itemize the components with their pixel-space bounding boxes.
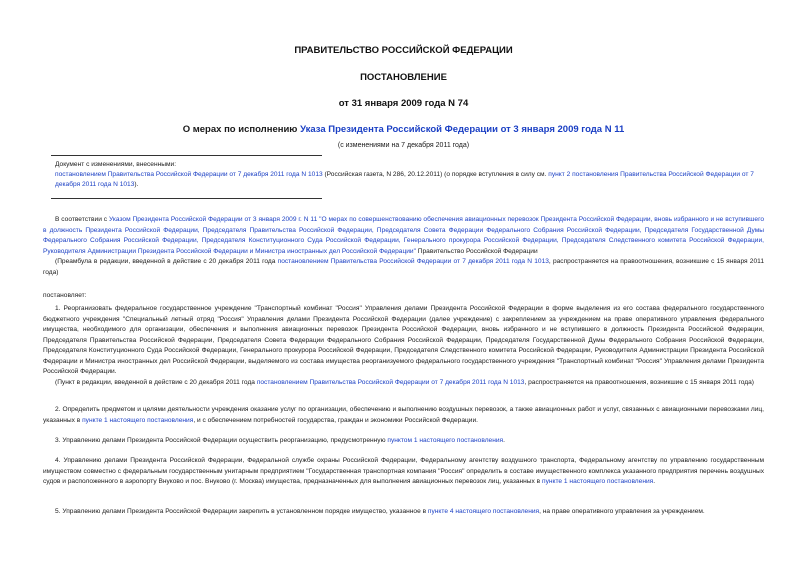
preamble-text — [43, 215, 764, 257]
edits-link-clause[interactable]: пункт 2 постановления Правительства Российской Федерации от 7 декабря 2011 года N 1013 — [55, 171, 754, 188]
preamble-t1: В соответствии с — [55, 216, 109, 223]
edits-intro: Документ с изменениями, внесенными: — [55, 161, 177, 168]
preamble-note-t2: , распространяется на правоотношения, возникшие с 15 января 2011 года) — [43, 258, 764, 276]
clause-5-link[interactable]: пункте 4 настоящего постановления — [427, 508, 540, 515]
clause-3-link[interactable]: пунктом 1 настоящего постановления — [387, 437, 504, 444]
title-prefix: О мерах по исполнению — [182, 124, 301, 135]
edits-entry — [51, 170, 763, 190]
clause-3-t2: . — [503, 437, 505, 444]
clause-1-note — [43, 378, 764, 389]
edits-end: ). — [134, 181, 139, 188]
clause-1-note-t1: (Пункт в редакции, введенной в действие с 20 декабря 2011 года — [55, 378, 257, 386]
doc-date-number: от 31 января 2009 года N 74 — [338, 98, 469, 109]
doc-type: ПОСТАНОВЛЕНИЕ — [360, 72, 447, 83]
preamble-note — [43, 257, 764, 278]
clause-3 — [43, 436, 764, 447]
clause-2-t2: , и с обеспечением потребностей государства, граждан и экономики Российской Федерации. — [193, 416, 478, 424]
clause-4-link[interactable]: пункте 1 настоящего постановления — [542, 478, 654, 485]
clause-5-t2: , на праве оперативного управления за учреждением. — [539, 508, 705, 515]
clause-4-t2: . — [653, 478, 656, 485]
clause-1-note-t2: , распространяется на правоотношения, возникшие с 15 января 2011 года) — [524, 378, 754, 386]
edits-bottom-divider — [51, 198, 322, 199]
clause-1-note-link[interactable]: постановлением Правительства Российской Федерации от 7 декабря 2011 года N 1013 — [256, 378, 525, 386]
edits-source: (Российская газета, N 286, 20.12.2011) (о порядке вступления в силу см. — [322, 171, 549, 178]
page-title — [0, 124, 807, 135]
government-name: ПРАВИТЕЛЬСТВО РОССИЙСКОЙ ФЕДЕРАЦИИ — [294, 45, 513, 56]
preamble — [43, 215, 764, 278]
clause-2 — [43, 405, 764, 426]
preamble-note-t1: (Преамбула в редакции, введенной в действие с 20 декабря 2011 года — [55, 258, 278, 265]
clause-2-t1: 2. Определить предметом и целями деятельности учреждения оказание услуг по организации, обеспечению и выполнению воздушных перевозок, а также авиационных работ и услуг, связанных с авиационными перевозками лиц, указанных в — [43, 406, 764, 424]
preamble-t2: Правительство Российской Федерации — [415, 247, 538, 255]
edits-block — [51, 160, 763, 190]
clause-1-text: 1. Реорганизовать федеральное государственное учреждение "Транспортный комбинат "Россия" Управления делами Президента Российской Федерации в форме выделения из его состава федерального государственного бюджетного учреждения "Специальный летный отряд "Россия" Управления делами Президента Российской Федерации (далее учреждение) с закреплением за учреждением на праве оперативного управления федерального имущества, необходимого для организации, обеспечения и выполнения авиационных перевозок Президента Российской Федерации, вновь избранного и не вступившего в должность Президента Российской Федерации, Председателя Правительства Российской Федерации, Председателя Совета Федерации Федерального Собрания Российской Федерации, Председателя Государственной Думы Федерального Собрания Российской Федерации, Председателя Конституционного Суда Российской Федерации, Генерального прокурора Российской Федерации, Председателя Следственного комитета Российской Федерации, Руководителя Администрации Президента Российской Федерации и Министра иностранных дел Российской Федерации, выделяемого из состава имущества реорганизуемого федерального государственного учреждения "Транспортный комбинат "Россия" Управления делами Президента Российской Федерации. — [43, 305, 764, 375]
resolves-word: постановляет: — [43, 292, 87, 299]
edition-note: (с изменениями на 7 декабря 2011 года) — [337, 142, 470, 149]
clause-2-link[interactable]: пункте 1 настоящего постановления — [82, 416, 194, 424]
preamble-note-link[interactable]: постановлением Правительства Российской Федерации от 7 декабря 2011 года N 1013 — [277, 258, 549, 265]
clause-5-t1: 5. Управлению делами Президента Российской Федерации закрепить в установленном порядке имущество, указанное в — [55, 508, 428, 515]
clause-5 — [43, 507, 764, 518]
clause-4 — [43, 456, 764, 488]
edits-link-resolution[interactable]: постановлением Правительства Российской Федерации от 7 декабря 2011 года N 1013 — [55, 171, 323, 178]
clause-4-t1: 4. Управлению делами Президента Российской Федерации, Федеральной службе охраны Российской Федерации, Федеральному агентству воздушного транспорта, Федеральному агентству по управлению государственным имуществом совместно с федеральным государственным унитарным предприятием "Государственная транспортная компания "Россия" определить в составе имущественного комплекса указанного предприятия перечень воздушных судов и расположенного в аэропорту Внуково и пос. Внуково (г. Москва) имущества, предназначенных для выполнения авиационных перевозок лиц, указанных в — [43, 457, 764, 485]
preamble-decree-link[interactable]: Указом Президента Российской Федерации от 3 января 2009 г. N 11 "О мерах по совершенствованию обеспечения авиационных перевозок Президента Российской Федерации, вновь избранного и не вступившего в должность Президента Российской Федерации, Председателя Правительства Российской Федерации, Председателя Совета Федерации Федерального Собрания Российской Федерации, Председателя Государственной Думы Федерального Собрания Российской Федерации, Председателя Конституционного Суда Российской Федерации, Генерального прокурора Российской Федерации, Председателя Следственного комитета Российской Федерации, Руководителя Администрации Президента Российской Федерации и Министра иностранных дел Российской Федерации" — [43, 216, 764, 255]
clause-3-t1: 3. Управлению делами Президента Российской Федерации осуществить реорганизацию, предусмотренную — [55, 437, 388, 444]
clause-1 — [43, 304, 764, 388]
title-decree-link[interactable]: Указа Президента Российской Федерации от 3 января 2009 года N 11 — [300, 124, 625, 135]
edits-top-divider — [51, 155, 322, 156]
